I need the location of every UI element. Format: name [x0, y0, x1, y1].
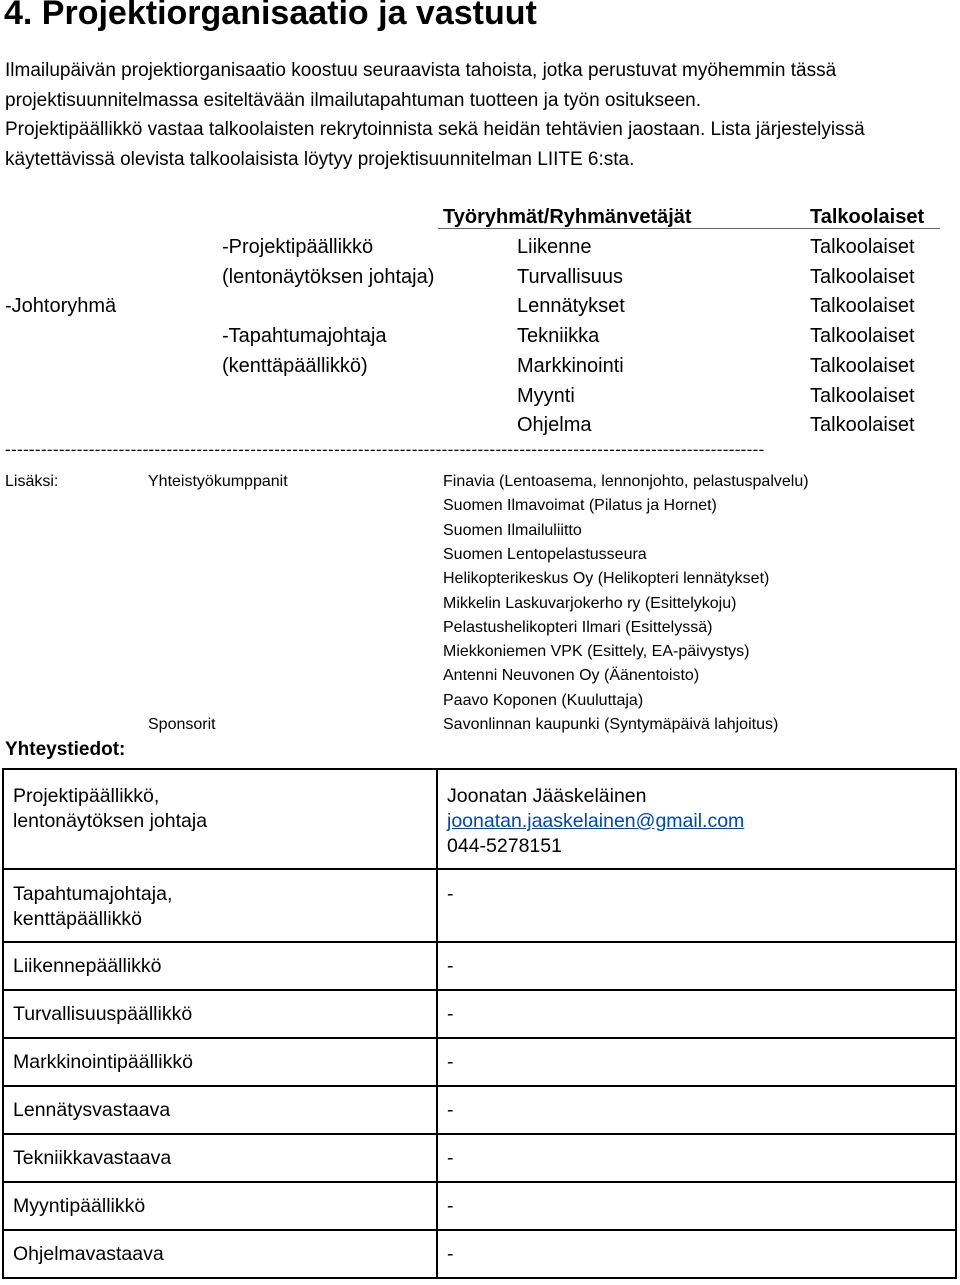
- partner-item: Suomen Lentopelastusseura: [443, 546, 647, 563]
- volunteers-cell: Talkoolaiset: [810, 385, 915, 407]
- role-cell: [3, 869, 437, 942]
- table-row: [3, 942, 956, 990]
- contact-cell: [437, 769, 956, 869]
- leader-line: (lentonäytöksen johtaja): [222, 266, 435, 288]
- intro-paragraph-1: Ilmailupäivän projektiorganisaatio koostuu seuraavista tahoista, jotka perustuvat myöhemmin tässä projektisuunnitelmassa esiteltävään ilmailutapahtuman tuotteen ja työn ositukseen.: [5, 60, 837, 111]
- contact-cell: -: [437, 1230, 956, 1278]
- role-cell: Lennätysvastaava: [3, 1086, 437, 1134]
- dashed-separator: -------------------------------------------------------------------------------------------------------------------------------: [5, 440, 765, 459]
- work-group: Ohjelma: [517, 414, 592, 436]
- role-cell: Markkinointipäällikkö: [3, 1038, 437, 1086]
- table-row: [3, 990, 956, 1038]
- header-underline: [438, 228, 940, 229]
- leader-line: (kenttäpäällikkö): [222, 355, 368, 377]
- contact-cell: -: [437, 1134, 956, 1182]
- contact-cell: -: [437, 869, 956, 942]
- partner-item: Paavo Koponen (Kuuluttaja): [443, 692, 644, 709]
- volunteers-cell: Talkoolaiset: [810, 266, 915, 288]
- table-row: [3, 1230, 956, 1278]
- additional-label: Lisäksi:: [5, 473, 59, 490]
- management-label: -Johtoryhmä: [5, 295, 117, 317]
- partners-label: Yhteistyökumppanit: [148, 473, 288, 490]
- work-group: Markkinointi: [517, 355, 624, 377]
- leader-line: -Projektipäällikkö: [222, 236, 374, 258]
- volunteers-cell: Talkoolaiset: [810, 355, 915, 377]
- role-text: lentonäytöksen johtaja: [13, 810, 208, 832]
- work-group: Tekniikka: [517, 325, 600, 347]
- role-cell: Turvallisuuspäällikkö: [3, 990, 437, 1038]
- partner-item: Pelastushelikopteri Ilmari (Esittelyssä): [443, 619, 713, 636]
- org-header-groups: Työryhmät/Ryhmänvetäjät: [443, 206, 692, 228]
- table-row: [3, 869, 956, 942]
- contact-cell: -: [437, 1086, 956, 1134]
- sponsors-label: Sponsorit: [148, 716, 216, 733]
- contact-name: Joonatan Jääskeläinen: [447, 785, 647, 807]
- table-row: [3, 1086, 956, 1134]
- role-text: kenttäpäällikkö: [13, 908, 142, 930]
- intro-text: [5, 56, 955, 174]
- page-title: 4. Projektiorganisaatio ja vastuut: [4, 0, 537, 32]
- partner-item: Suomen Ilmailuliitto: [443, 522, 582, 539]
- partner-item: Finavia (Lentoasema, lennonjohto, pelastuspalvelu): [443, 473, 809, 490]
- phone-number: 044-5278151: [447, 835, 562, 857]
- role-cell: Tekniikkavastaava: [3, 1134, 437, 1182]
- role-cell: Ohjelmavastaava: [3, 1230, 437, 1278]
- leader-line: -Tapahtumajohtaja: [222, 325, 387, 347]
- volunteers-cell: Talkoolaiset: [810, 414, 915, 436]
- role-cell: [3, 769, 437, 869]
- volunteers-cell: Talkoolaiset: [810, 325, 915, 347]
- partner-item: Miekkoniemen VPK (Esittely, EA-päivystys): [443, 643, 750, 660]
- table-row: [3, 769, 956, 869]
- email-link[interactable]: joonatan.jaaskelainen@gmail.com: [447, 810, 745, 832]
- contacts-heading: Yhteystiedot:: [5, 739, 126, 760]
- contacts-table: [2, 768, 957, 1279]
- role-text: Projektipäällikkö,: [13, 785, 160, 807]
- org-header-volunteers: Talkoolaiset: [810, 206, 925, 228]
- partner-item: Antenni Neuvonen Oy (Äänentoisto): [443, 667, 700, 684]
- contact-cell: -: [437, 990, 956, 1038]
- partner-item: Helikopterikeskus Oy (Helikopteri lennätykset): [443, 570, 770, 587]
- table-row: [3, 1182, 956, 1230]
- contact-cell: -: [437, 1038, 956, 1086]
- partner-item: Mikkelin Laskuvarjokerho ry (Esittelykoju): [443, 595, 737, 612]
- table-row: [3, 1038, 956, 1086]
- work-group: Lennätykset: [517, 295, 625, 317]
- intro-paragraph-2: Projektipäällikkö vastaa talkoolaisten rekrytoinnista sekä heidän tehtävien jaostaan. Lista järjestelyissä käytettävissä olevista talkoolaisista löytyy projektisuunnitelman LIITE 6:sta.: [5, 119, 865, 170]
- contact-cell: -: [437, 1182, 956, 1230]
- volunteers-cell: Talkoolaiset: [810, 295, 915, 317]
- work-group: Liikenne: [517, 236, 592, 258]
- work-group: Turvallisuus: [517, 266, 623, 288]
- volunteers-cell: Talkoolaiset: [810, 236, 915, 258]
- contact-cell: -: [437, 942, 956, 990]
- table-row: [3, 1134, 956, 1182]
- partner-item: Suomen Ilmavoimat (Pilatus ja Hornet): [443, 497, 717, 514]
- role-cell: Liikennepäällikkö: [3, 942, 437, 990]
- sponsor-item: Savonlinnan kaupunki (Syntymäpäivä lahjoitus): [443, 716, 779, 733]
- role-cell: Myyntipäällikkö: [3, 1182, 437, 1230]
- work-group: Myynti: [517, 385, 575, 407]
- role-text: Tapahtumajohtaja,: [13, 883, 173, 905]
